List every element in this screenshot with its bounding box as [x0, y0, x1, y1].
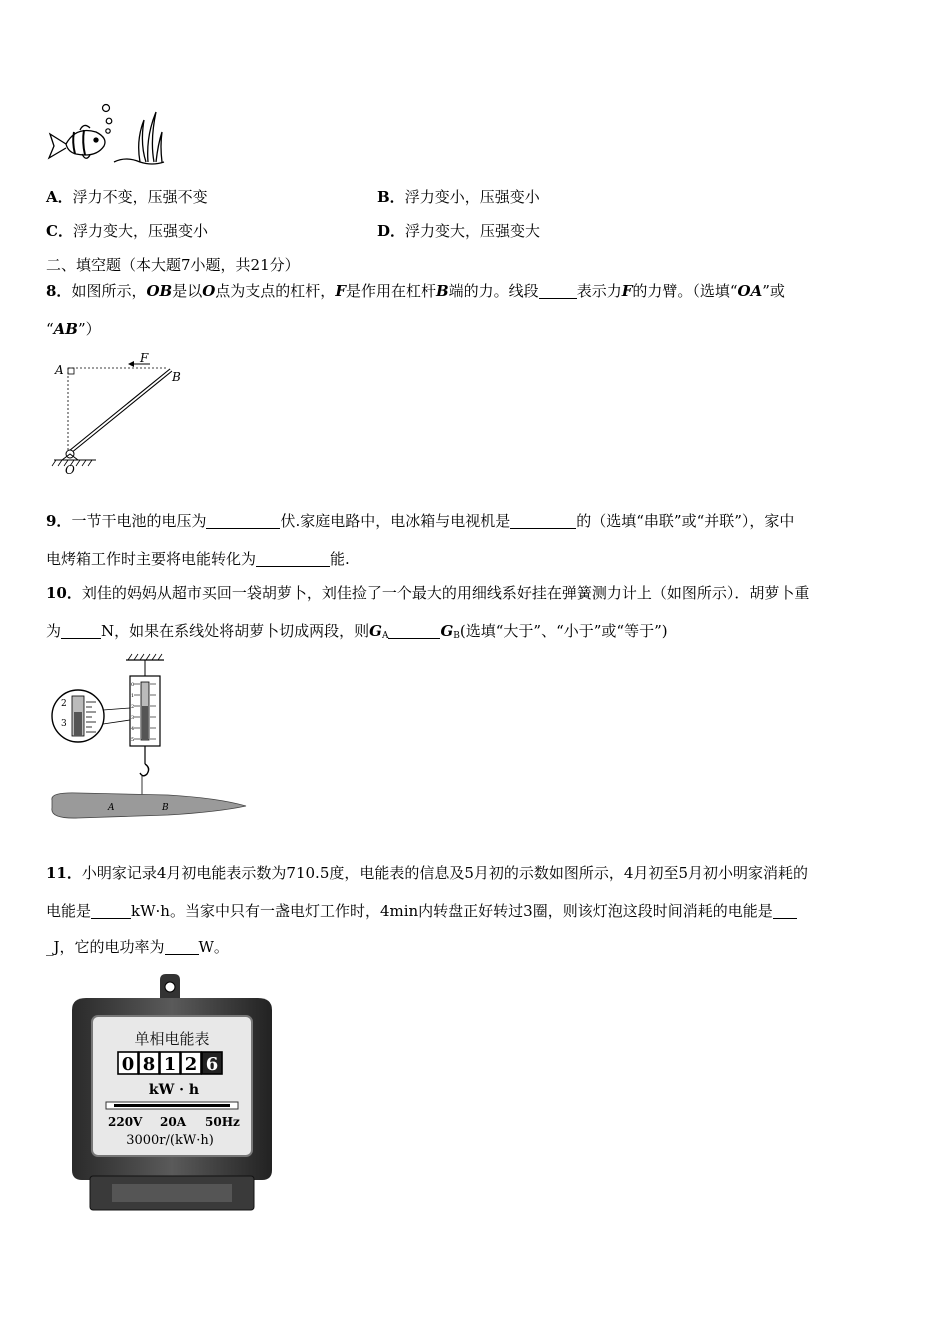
answer-blank[interactable] [206, 514, 280, 529]
spec-frequency: 50Hz [205, 1115, 240, 1129]
var-b: B [435, 282, 449, 300]
question-10-line2 [46, 620, 668, 641]
question-11-line2 [46, 900, 797, 921]
option-text: 浮力变小，压强变小 [404, 188, 540, 206]
text: 的力臂。（选填“ [632, 282, 738, 300]
bubble-icon [106, 118, 112, 124]
answer-blank[interactable] [256, 552, 330, 567]
question-11-line1 [46, 862, 808, 883]
text: 小明家记录4月初电能表示数为710.5度，电能表的信息及5月初的示数如图所示，4月初至5月初小明家消耗的 [81, 864, 808, 882]
spec-current: 20A [160, 1115, 187, 1129]
lever-bar-inner [70, 370, 171, 452]
text: 能. [330, 550, 350, 568]
meter-base-slot [112, 1184, 232, 1202]
label-o: O [65, 463, 75, 475]
option-text: 浮力不变，压强不变 [72, 188, 208, 206]
ceiling-hatch [128, 654, 162, 660]
label-a: A [55, 363, 64, 377]
text: kW·h。当家中只有一盏电灯工作时，4min内转盘正好转过3圈，则该灯泡这段时间消耗的电能是 [131, 902, 773, 920]
question-number: 11． [46, 864, 82, 882]
scale-label-1: 1 [131, 693, 135, 699]
label-f: F [140, 351, 149, 365]
option-b [377, 186, 540, 207]
text: 电烤箱工作时主要将电能转化为 [46, 550, 257, 568]
label-b: B [172, 370, 181, 384]
scale-label-2: 2 [131, 704, 135, 710]
text: 的（选填“串联”或“并联”），家中 [576, 512, 795, 530]
bubble-icon [106, 129, 110, 133]
var-f: F [335, 282, 346, 300]
text: 是作用在杠杆 [345, 282, 436, 300]
meter-digit: 1 [163, 1054, 177, 1075]
bubble-icon [103, 105, 110, 112]
option-letter: C． [46, 222, 73, 240]
seaweed-icon [114, 112, 164, 164]
var-ab: AB [53, 320, 78, 338]
answer-blank[interactable] [510, 514, 576, 529]
answer-blank[interactable] [61, 624, 101, 639]
var-gb: G [440, 622, 454, 640]
answer-blank[interactable] [91, 904, 131, 919]
arrowhead-icon [128, 361, 134, 367]
text: N，如果在系线处将胡萝卜切成两段，则 [101, 622, 370, 640]
carrot-icon [52, 793, 246, 818]
text: 伏.家庭电路中，电冰箱与电视机是 [280, 512, 511, 530]
magnifier-pointer [103, 708, 130, 710]
option-text: 浮力变大，压强变小 [72, 222, 208, 240]
question-8-line1 [46, 280, 785, 301]
text: 为 [46, 622, 62, 640]
text: ”或 [762, 282, 785, 300]
meter-digit-decimal: 6 [205, 1054, 219, 1075]
option-a [46, 186, 208, 207]
scale-label-4: 4 [131, 726, 135, 732]
text: (选填“大于”、“小于”或“等于”) [459, 622, 668, 640]
answer-blank[interactable] [539, 284, 577, 299]
option-letter: B． [377, 188, 405, 206]
answer-blank[interactable] [388, 624, 440, 639]
var-ga-sub: A [381, 631, 389, 641]
question-8-line2 [46, 318, 101, 339]
mount-hole-icon [165, 982, 175, 992]
text: ”） [78, 320, 101, 338]
meter-title: 单相电能表 [134, 1030, 210, 1048]
spec-voltage: 220V [108, 1115, 143, 1129]
meter-unit: kW · h [148, 1082, 200, 1098]
var-ob: OB [146, 282, 173, 300]
meter-digit: 0 [121, 1054, 135, 1075]
text: 端的力。线段 [448, 282, 539, 300]
text: 表示力 [576, 282, 622, 300]
electric-meter-figure [62, 970, 282, 1215]
section-heading: 二、填空题（本大题7小题，共21分） [46, 256, 300, 274]
text: 如图所示， [71, 282, 147, 300]
lever-figure [48, 350, 198, 475]
fish-icon [49, 125, 105, 158]
spec-revolutions: 3000r/(kW·h) [126, 1133, 214, 1148]
text: 电能是 [46, 902, 92, 920]
scale-label-5: 5 [131, 737, 135, 743]
text: 刘佳的妈妈从超市买回一袋胡萝卜，刘佳捡了一个最大的用细线系好挂在弹簧测力计上（如图所示）．胡萝卜重 [81, 584, 810, 602]
scale-indicator [142, 706, 148, 740]
scale-label-0: 0 [131, 682, 135, 688]
meter-digit: 8 [142, 1054, 156, 1075]
text: 是以 [172, 282, 203, 300]
question-number: 8． [46, 282, 72, 300]
text: “ [46, 320, 54, 338]
var-oa: OA [737, 282, 763, 300]
question-9-line2 [46, 548, 350, 569]
right-angle-mark [68, 368, 74, 374]
var-gb-sub: B [453, 631, 460, 641]
meter-digit: 2 [184, 1054, 198, 1075]
spring-scale-figure [48, 652, 253, 827]
var-o: O [202, 282, 216, 300]
text: 点为支点的杠杆， [215, 282, 336, 300]
question-11-line3 [46, 936, 229, 957]
carrot-label-b: B [162, 803, 169, 813]
magnified-indicator [74, 712, 82, 736]
scale-label-3: 3 [131, 715, 135, 721]
question-9-line1 [46, 510, 794, 531]
fish-bubbles-figure [44, 100, 174, 170]
option-letter: A． [46, 188, 73, 206]
answer-blank[interactable] [165, 940, 199, 955]
text: _J，它的电功率为 [46, 938, 165, 956]
magnified-label-3: 3 [61, 719, 67, 729]
carrot-label-a: A [108, 803, 115, 813]
question-10-line1 [46, 582, 809, 603]
question-number: 10． [46, 584, 82, 602]
option-c [46, 220, 208, 241]
magnifier-pointer [103, 720, 130, 724]
answer-blank[interactable] [773, 904, 797, 919]
var-f: F [621, 282, 633, 300]
text: 一节干电池的电压为 [71, 512, 207, 530]
option-letter: D． [377, 222, 406, 240]
hook-icon [140, 764, 149, 776]
var-ga: G [369, 622, 382, 640]
option-text: 浮力变大，压强变大 [405, 222, 541, 240]
question-number: 9． [46, 512, 72, 530]
option-d [377, 220, 540, 241]
text: W。 [198, 938, 229, 956]
magnified-label-2: 2 [61, 699, 67, 709]
